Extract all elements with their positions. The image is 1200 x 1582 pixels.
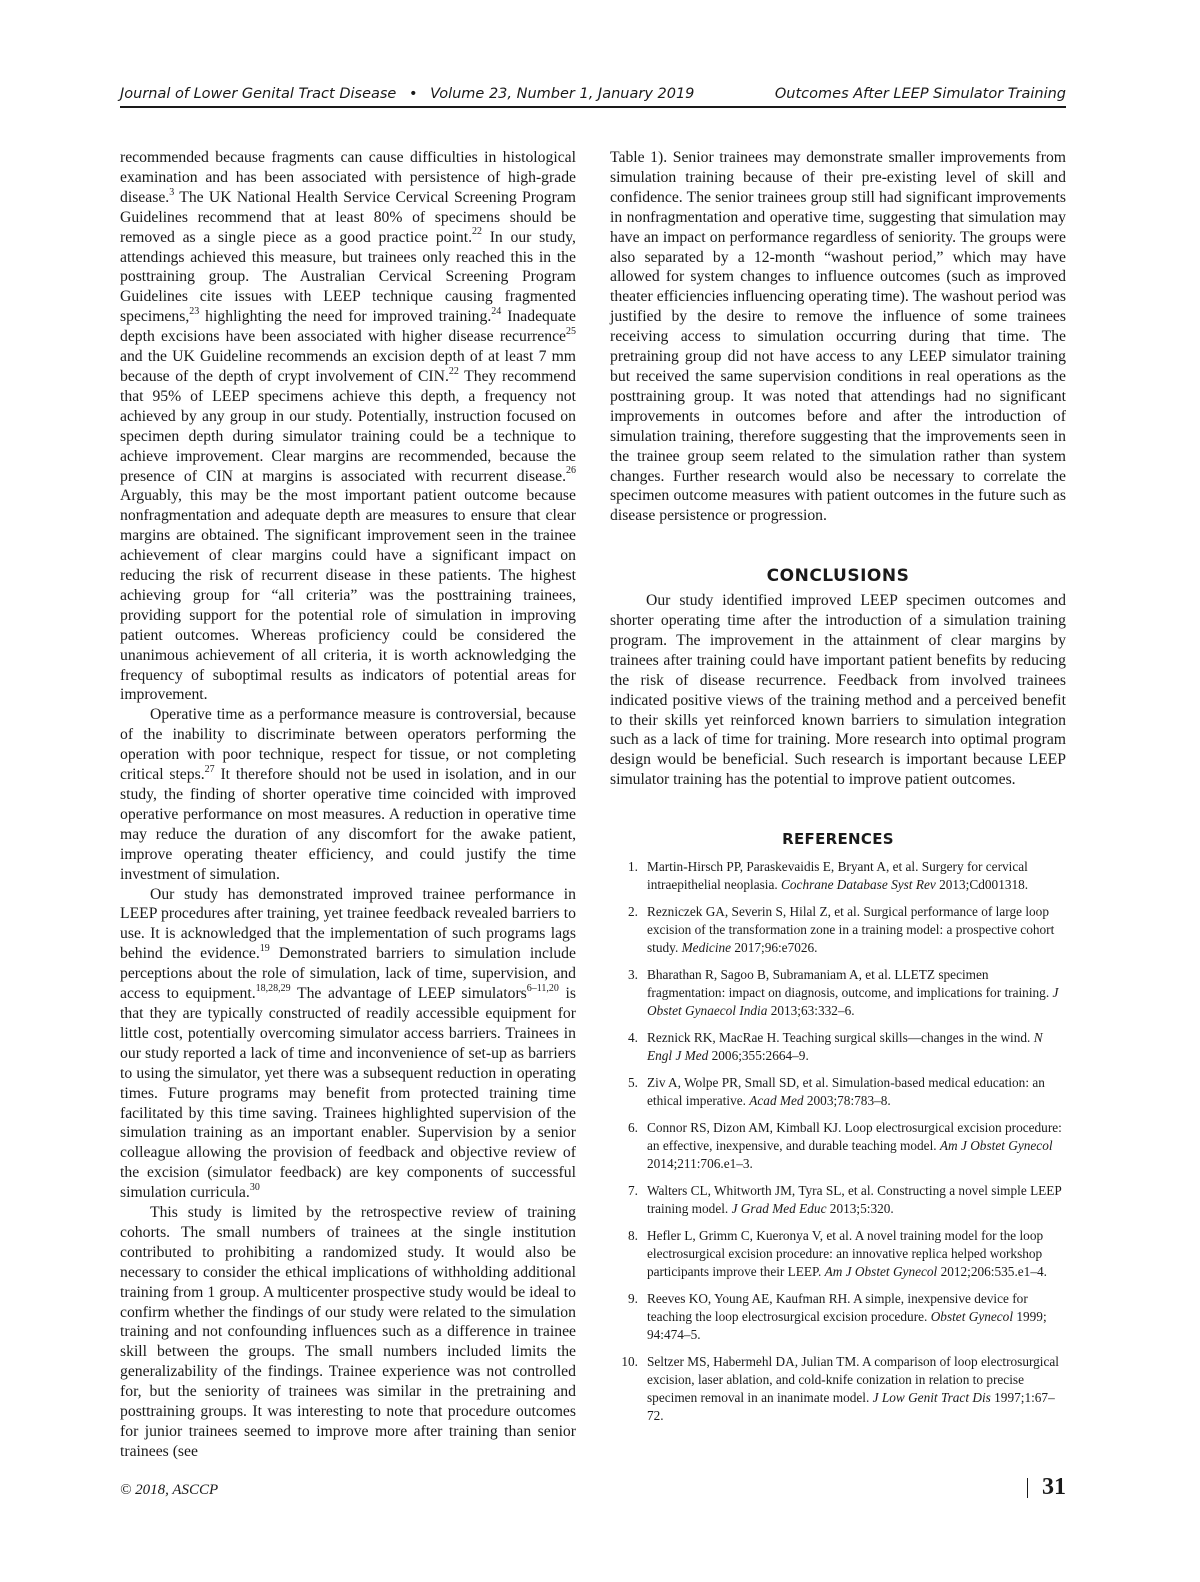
text-run: is that they are typically constructed of readily accessible equipment for little cost, potentially overcoming simulator access barriers. Trainees in our study reported a lack of time and inconvenience of set-up as barriers to using the simulator, yet there was a subsequent reduction in operating times. Future programs may benefit from protected training time facilitated by this time saving. Trainees highlighted supervision of the simulation training as an important enabler. Supervision by a senior colleague allowing the provision of feedback and objective review of the excision (simulator feedback) are key components of successful simulation curricula.	[120, 985, 577, 1202]
reference-text	[647, 1029, 1066, 1065]
reference-authors-title: Reeves KO, Young AE, Kaufman RH. A simple, inexpensive device for teaching the loop electrosurgical excision procedure.	[647, 1291, 1028, 1325]
reference-journal: Am J Obstet Gynecol	[824, 1264, 938, 1280]
reference-citation: 2013;Cd001318.	[935, 877, 1029, 893]
reference-journal: N Engl J Med	[647, 1030, 1043, 1064]
header-journal-info	[120, 86, 694, 102]
citation-superscript: 23	[189, 306, 200, 318]
text-run: This study is limited by the retrospective review of training cohorts. The small numbers of trainees at the single institution contributed to prohibiting a randomized study. It would also be necessary to consider the ethical implications of withholding additional training from 1 group. A multicenter prospective study would be ideal to confirm whether the findings of our study were related to the simulation training and not confounding influences such as a difference in trainee skill between the groups. The small numbers included limits the generalizability of the findings. Trainee experience was not controlled for, but the seniority of trainees was similar in the pretraining and posttraining groups. It was interesting to note that procedure outcomes for junior trainees seemed to improve more after training than senior trainees (see	[120, 1204, 576, 1460]
reference-authors-title: Bharathan R, Sagoo B, Subramaniam A, et al. LLETZ specimen fragmentation: impact on diagnosis, outcome, and implications for training.	[647, 967, 1053, 1001]
reference-authors-title: Ziv A, Wolpe PR, Small SD, et al. Simulation-based medical education: an ethical imperative.	[647, 1075, 1045, 1109]
reference-number: 1.	[628, 859, 638, 875]
right-column	[610, 148, 1066, 1434]
text-run: It therefore should not be used in isolation, and in our study, the finding of shorter operative time coincided with improved operative performance on most measures. A reduction in operative time may reduce the duration of any discomfort for the awake patient, improve operating theater efficiency, and could justify the time investment of simulation.	[120, 766, 577, 883]
reference-authors-title: Seltzer MS, Habermehl DA, Julian TM. A comparison of loop electrosurgical excision, laser ablation, and cold-knife conization in relation to precise specimen removal in an inanimate model.	[647, 1354, 1060, 1406]
text-run: Demonstrated barriers to simulation include perceptions about the role of simulation, lack of time, supervision, and access to equipment.	[120, 945, 576, 1003]
left-column	[120, 148, 576, 1462]
body-paragraph	[120, 148, 576, 705]
citation-superscript: 18,28,29	[255, 982, 291, 994]
reference-authors-title: Hefler L, Grimm C, Kueronya V, et al. A novel training model for the loop electrosurgical excision procedure: an innovative replica helped workshop participants improve their LEEP.	[647, 1228, 1044, 1280]
reference-item	[610, 1227, 1066, 1281]
reference-citation: 1999; 94:474–5.	[647, 1309, 1047, 1343]
reference-item	[610, 1353, 1066, 1425]
page-number: 31	[1042, 1474, 1066, 1500]
reference-authors-title: Rezniczek GA, Severin S, Hilal Z, et al. Surgical performance of large loop excision of the transformation zone in a training model: a prospective cohort study.	[647, 904, 1055, 956]
reference-citation: 2017;96:e7026.	[731, 940, 818, 956]
reference-number: 6.	[628, 1120, 638, 1136]
text-run: Operative time as a performance measure is controversial, because of the inability to discriminate between operators performing the operation with poor technique, respect for tissue, or not completing critical steps.	[120, 706, 576, 784]
page-number-divider	[1027, 1478, 1028, 1498]
citation-superscript: 19	[259, 943, 270, 955]
citation-superscript: 22	[472, 226, 482, 238]
reference-item	[610, 1074, 1066, 1110]
text-run: The advantage of LEEP simulators	[290, 985, 527, 1003]
conclusions-paragraph: Our study identified improved LEEP specimen outcomes and shorter operating time after the introduction of a simulation training program. The improvement in the attainment of clear margins by trainees after training could have important patient benefits by reducing the risk of disease recurrence. Feedback from involved trainees indicated positive views of the training method and a perceived benefit to their skills yet reinforced known barriers to simulation integration such as a lack of time for training. More research into optimal program design would be beneficial. Such research is important because LEEP simulator training has the potential to improve patient outcomes.	[610, 592, 1066, 789]
reference-number: 8.	[628, 1228, 638, 1244]
citation-superscript: 26	[566, 465, 576, 477]
body-paragraph	[120, 885, 576, 1204]
reference-journal: Medicine	[681, 940, 732, 956]
references-heading: REFERENCES	[782, 830, 894, 849]
conclusions-heading: CONCLUSIONS	[766, 566, 910, 587]
reference-item	[610, 1182, 1066, 1218]
reference-text	[647, 903, 1066, 957]
reference-item	[610, 1119, 1066, 1173]
reference-text	[647, 1290, 1066, 1344]
reference-number: 5.	[628, 1075, 638, 1091]
reference-text	[647, 966, 1066, 1020]
reference-text	[647, 1227, 1066, 1281]
text-run: and the UK Guideline recommends an excision depth of at least 7 mm because of the depth of crypt involvement of CIN.	[120, 348, 576, 385]
reference-citation: 1997;1:67–72.	[647, 1390, 1055, 1424]
copyright-notice: © 2018, ASCCP	[120, 1482, 219, 1498]
reference-item	[610, 903, 1066, 957]
reference-item	[610, 1029, 1066, 1065]
citation-superscript: 3	[169, 186, 175, 198]
reference-citation: 2013;5:320.	[826, 1201, 894, 1217]
reference-citation: 2012;206:535.e1–4.	[937, 1264, 1047, 1280]
reference-item	[610, 858, 1066, 894]
reference-text	[647, 1074, 1066, 1110]
body-paragraph	[120, 1203, 576, 1462]
text-run: highlighting the need for improved training.	[199, 308, 492, 326]
text-run: The UK National Health Service Cervical Screening Program Guidelines recommend that at least 80% of specimens should be removed as a single piece as a good practice point.	[120, 188, 576, 246]
text-run: Inadequate depth excisions have been associated with higher disease recurrence	[120, 308, 577, 346]
reference-citation: 2003;78:783–8.	[803, 1093, 891, 1109]
citation-superscript: 6–11,20	[526, 982, 559, 994]
discussion-continued-paragraph: Table 1). Senior trainees may demonstrate smaller improvements from simulation training because of their pre-existing level of skill and confidence. The senior trainees group still had significant improvements in nonfragmentation and operative time, suggesting that simulation may have an impact on performance regardless of seniority. The groups were also separated by a 12-month “washout period,” which may have allowed for system changes to influence outcomes (such as improved theater efficiencies influencing operating time). The washout period was justified by the desire to remove the influence of some trainees receiving access to simulation occurring during that time. The pretraining group did not have access to any LEEP simulator training but received the same supervision conditions in real operations as the posttraining group. It was noted that attendings had no significant improvements in outcomes before and after the introduction of simulation training, therefore suggesting that the improvements seen in the trainee group seem related to the simulation rather than system changes. Further research would also be necessary to correlate the specimen outcome measures with patient outcomes in the future such as disease persistence or progression.	[610, 149, 1066, 525]
reference-number: 3.	[628, 967, 638, 983]
journal-volume: Volume 23, Number 1, January 2019	[430, 86, 695, 102]
citation-superscript: 25	[566, 325, 576, 337]
citation-superscript: 24	[491, 306, 502, 318]
reference-citation: 2014;211:706.e1–3.	[647, 1156, 753, 1172]
reference-item	[610, 966, 1066, 1020]
reference-journal: Obstet Gynecol	[930, 1309, 1014, 1325]
reference-journal: J Obstet Gynaecol India	[647, 985, 1059, 1019]
page-number-block	[1027, 1474, 1066, 1501]
citation-superscript: 30	[249, 1181, 260, 1193]
reference-number: 7.	[628, 1183, 638, 1199]
reference-journal: Am J Obstet Gynecol	[939, 1138, 1053, 1154]
running-title: Outcomes After LEEP Simulator Training	[774, 86, 1066, 102]
text-run: recommended because fragments can cause difficulties in histological examination and has been associated with persistence of high-grade disease.	[120, 149, 576, 206]
header-bullet: •	[408, 86, 418, 102]
text-run: Arguably, this may be the most important patient outcome because nonfragmentation and adequate depth are measures to ensure that clear margins are obtained. The significant improvement seen in the trainee achievement of clear margins could have a significant impact on reducing the risk of recurrent disease in these patients. The highest achieving group for “all criteria” was the posttraining trainees, providing support for the potential role of simulation in improving patient outcomes. Whereas proficiency could be considered the unanimous achievement of all criteria, it is worth acknowledging the frequency of suboptimal results as indicators of potential areas for improvement.	[120, 487, 576, 704]
reference-number: 2.	[628, 904, 638, 920]
header-rule	[120, 106, 1066, 108]
journal-name: Journal of Lower Genital Tract Disease	[120, 86, 397, 102]
references-list	[610, 858, 1066, 1425]
reference-text	[647, 1182, 1066, 1218]
reference-item	[610, 1290, 1066, 1344]
text-run: In our study, attendings achieved this measure, but trainees only reached this in the posttraining group. The Australian Cervical Screening Program Guidelines cite issues with LEEP technique causing fragmented specimens,	[120, 228, 576, 326]
reference-text	[647, 858, 1066, 894]
reference-text	[647, 1353, 1066, 1425]
reference-authors-title: Connor RS, Dizon AM, Kimball KJ. Loop electrosurgical excision procedure: an effective, inexpensive, and durable teaching model.	[647, 1120, 1062, 1154]
reference-journal: Acad Med	[749, 1093, 804, 1109]
reference-number: 9.	[628, 1291, 638, 1307]
reference-number: 4.	[628, 1030, 638, 1046]
reference-authors-title: Martin-Hirsch PP, Paraskevaidis E, Bryant A, et al. Surgery for cervical intraepithelial neoplasia.	[647, 859, 1028, 893]
reference-citation: 2013;63:332–6.	[767, 1003, 855, 1019]
text-run: Our study has demonstrated improved trainee performance in LEEP procedures after training, yet trainee feedback revealed barriers to use. It is acknowledged that the implementation of such programs lags behind the evidence.	[120, 885, 576, 963]
reference-authors-title: Walters CL, Whitworth JM, Tyra SL, et al. Constructing a novel simple LEEP training model.	[647, 1183, 1062, 1217]
citation-superscript: 22	[448, 365, 459, 377]
reference-journal: Cochrane Database Syst Rev	[781, 877, 936, 893]
running-header	[120, 82, 1066, 106]
reference-journal: J Low Genit Tract Dis	[872, 1390, 991, 1406]
reference-citation: 2006;355:2664–9.	[708, 1048, 809, 1064]
reference-number: 10.	[621, 1354, 638, 1370]
reference-text	[647, 1119, 1066, 1173]
text-run: They recommend that 95% of LEEP specimens achieve this depth, a frequency not achieved by any group in our study. Potentially, instruction focused on specimen depth during simulator training could be a technique to achieve improvement. Clear margins are recommended, because the presence of CIN at margins is associated with recurrent disease.	[120, 367, 576, 485]
body-paragraph	[120, 705, 576, 884]
citation-superscript: 27	[204, 763, 215, 775]
reference-journal: J Grad Med Educ	[731, 1201, 827, 1217]
reference-authors-title: Reznick RK, MacRae H. Teaching surgical skills—changes in the wind.	[647, 1030, 1034, 1046]
